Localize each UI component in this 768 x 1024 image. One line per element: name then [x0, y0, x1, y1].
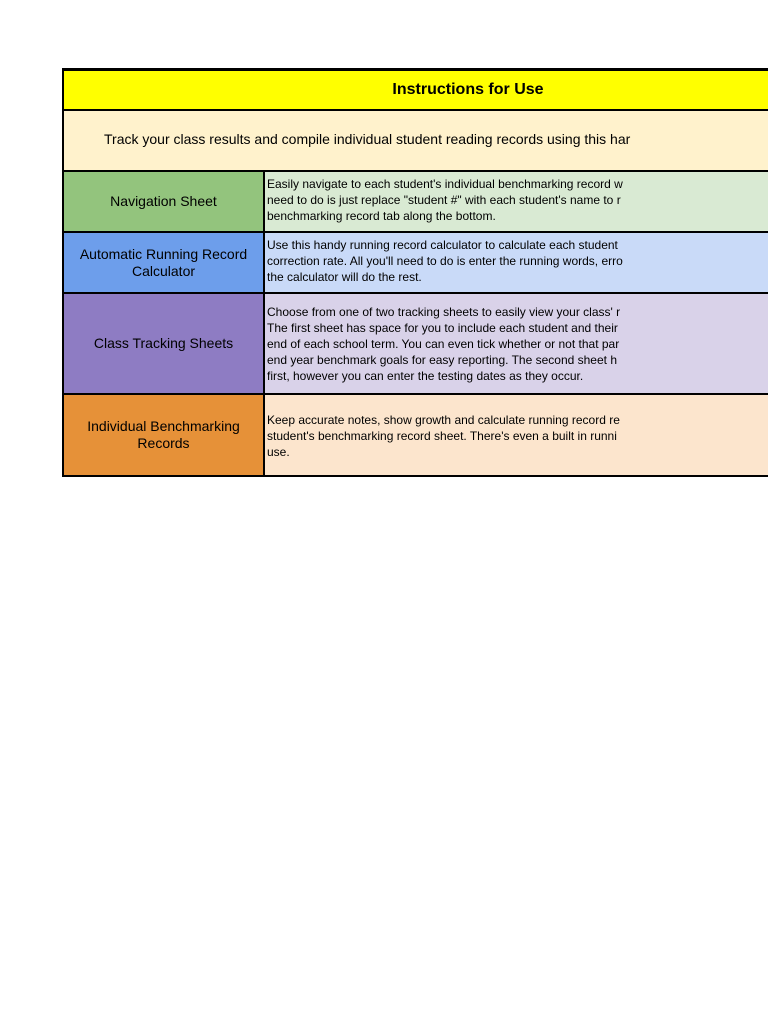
desc-navigation-sheet: Easily navigate to each student's individual benchmarking record w need to do is just replace "student #" with each student's name to r benchmarking record tab along the bottom.: [267, 177, 623, 223]
desc-class-tracking-sheets: Choose from one of two tracking sheets to easily view your class' r The first sheet has space for you to include each student and their end of each school term. You can even tick whether or not that par end year benchmark goals for easy reporting. The second sheet h first, however you can enter the testing dates as they occur.: [267, 305, 621, 383]
row-automatic-running-record: [62, 233, 768, 294]
label-automatic-running-record: Automatic Running Record Calculator: [64, 233, 265, 292]
intro-row: [62, 111, 768, 172]
sheet-title: Instructions for Use: [392, 81, 544, 98]
label-individual-benchmarking: Individual Benchmarking Records: [64, 395, 265, 475]
title-row: [62, 68, 768, 111]
desc-cell-class-tracking-sheets: [265, 294, 768, 393]
instructions-sheet: [62, 68, 768, 478]
desc-cell-navigation-sheet: [265, 172, 768, 231]
label-navigation-sheet: Navigation Sheet: [64, 172, 265, 231]
intro-text: Track your class results and compile individual student reading records using this har: [104, 131, 631, 147]
intro-cell: [64, 111, 670, 170]
desc-cell-individual-benchmarking: [265, 395, 768, 475]
row-individual-benchmarking: [62, 395, 768, 477]
desc-automatic-running-record: Use this handy running record calculator to calculate each student correction rate. All you'll need to do is enter the running words, erro the calculator will do the rest.: [267, 238, 623, 284]
row-class-tracking-sheets: [62, 294, 768, 395]
desc-individual-benchmarking: Keep accurate notes, show growth and calculate running record re student's benchmarking record sheet. There's even a built in runni use.: [267, 413, 620, 459]
desc-cell-automatic-running-record: [265, 233, 768, 292]
label-class-tracking-sheets: Class Tracking Sheets: [64, 294, 265, 393]
row-navigation-sheet: [62, 172, 768, 233]
